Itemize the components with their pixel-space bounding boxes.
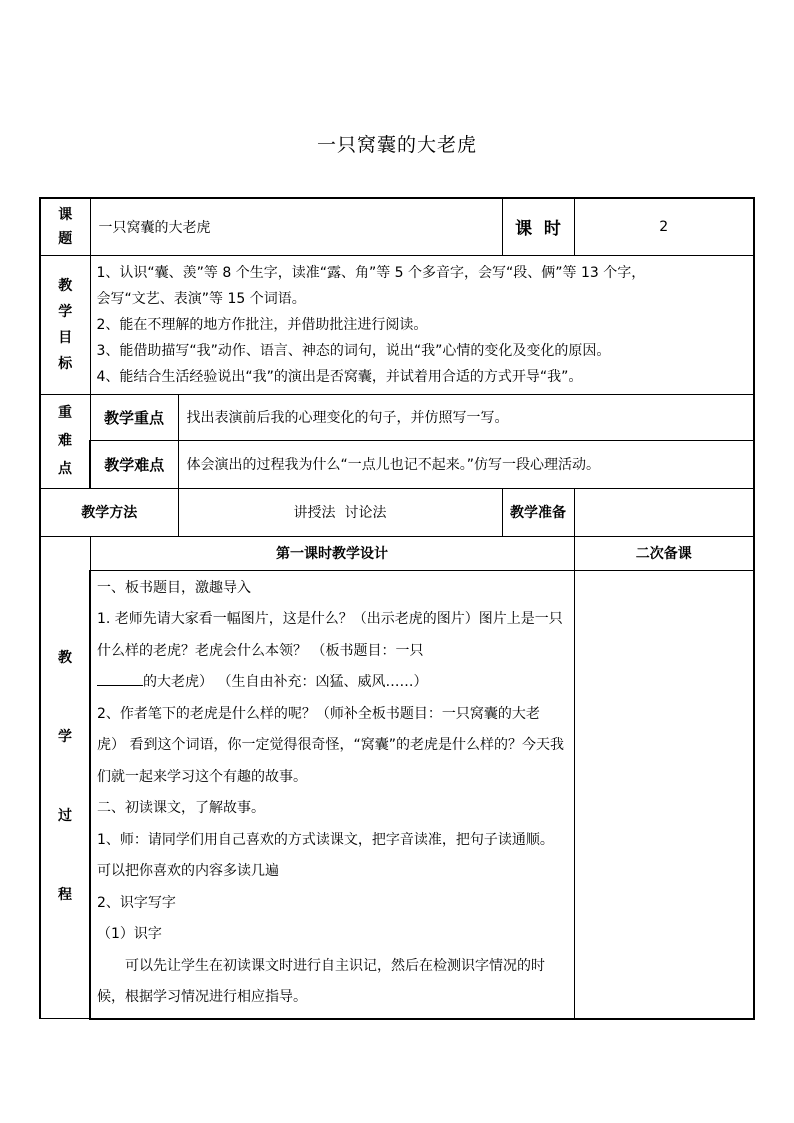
focus-text: 找出表演前后我的心理变化的句子，并仿照写一写。	[178, 394, 754, 440]
row-topic	[40, 198, 754, 255]
process-paragraph: 1、师：请同学们用自己喜欢的方式读课文，把字音读准，把句子读通顺。可以把你喜欢的内容多读几遍	[97, 831, 554, 879]
label-hours: 课 时	[502, 198, 574, 255]
row-goals	[40, 255, 754, 394]
lesson-plan-table	[39, 197, 755, 1020]
label-focus: 教学重点	[90, 394, 178, 440]
process-paragraph: 二、初读课文，了解故事。	[97, 800, 265, 816]
goal-line: 会写“文艺、表演”等 15 个词语。	[96, 290, 306, 307]
goal-line: 3、能借助描写“我”动作、语言、神态的词句，说出“我”心情的变化及变化的原因。	[96, 342, 611, 359]
document-title: 一只窝囊的大老虎	[316, 134, 477, 156]
label-difficulty: 教学难点	[90, 440, 178, 488]
process-label-char: 教	[58, 650, 72, 667]
topic-value: 一只窝囊的大老虎	[90, 198, 502, 255]
process-label-char: 过	[58, 808, 72, 825]
label-goals: 教 学 目 标	[40, 255, 90, 394]
blank-line	[97, 671, 143, 686]
goals-list	[90, 255, 754, 394]
difficulty-text: 体会演出的过程我为什么“一点儿也记不起来。”仿写一段心理活动。	[178, 440, 754, 488]
notes-header: 二次备课	[574, 536, 754, 570]
goal-line: 2、能在不理解的地方作批注，并借助批注进行阅读。	[96, 316, 428, 333]
process-label-char: 学	[58, 729, 72, 746]
goal-line: 1、认识“囊、羡”等 8 个生字，读准“露、角”等 5 个多音字，会写“段、俩”等 13 个字，	[96, 264, 646, 281]
process-paragraph: 1. 老师先请大家看一幅图片，这是什么？（出示老虎的图片）图片上是一只什么样的老虎？老虎会什么本领？ （板书题目：一只 的大老虎） （生自由补充：凶猛、威风……）	[97, 611, 563, 690]
notes-content	[574, 570, 754, 1019]
process-content	[90, 570, 574, 1019]
label-key-points: 重 难 点	[40, 394, 90, 488]
row-process-header	[40, 536, 754, 570]
row-focus	[40, 394, 754, 440]
process-paragraph: 2、识字写字	[97, 894, 176, 911]
row-process-body	[40, 570, 754, 1019]
row-difficulty	[40, 440, 754, 488]
process-paragraph: 2、作者笔下的老虎是什么样的呢？（师补全板书题目：一只窝囊的大老虎） 看到这个词语，你一定觉得很奇怪，“窝囊”的老虎是什么样的？今天我们就一起来学习这个有趣的故事。	[97, 705, 564, 785]
process-paragraph: 可以先让学生在初读课文时进行自主识记，然后在检测识字情况的时候，根据学习情况进行相应指导。	[97, 957, 545, 1005]
design-header: 第一课时教学设计	[90, 536, 574, 570]
prep-value	[574, 488, 754, 536]
label-topic: 课 题	[40, 198, 90, 255]
process-label-char: 程	[58, 887, 72, 904]
label-process	[40, 536, 90, 1019]
label-method: 教学方法	[40, 488, 178, 536]
process-paragraph: 一、板书题目，激趣导入	[97, 579, 251, 596]
goal-line: 4、能结合生活经验说出“我”的演出是否窝囊，并试着用合适的方式开导“我”。	[96, 368, 583, 385]
process-paragraph: （1）识字	[97, 926, 162, 942]
hours-value: 2	[574, 198, 754, 255]
method-value: 讲授法 讨论法	[178, 488, 502, 536]
label-prep: 教学准备	[502, 488, 574, 536]
row-method	[40, 488, 754, 536]
